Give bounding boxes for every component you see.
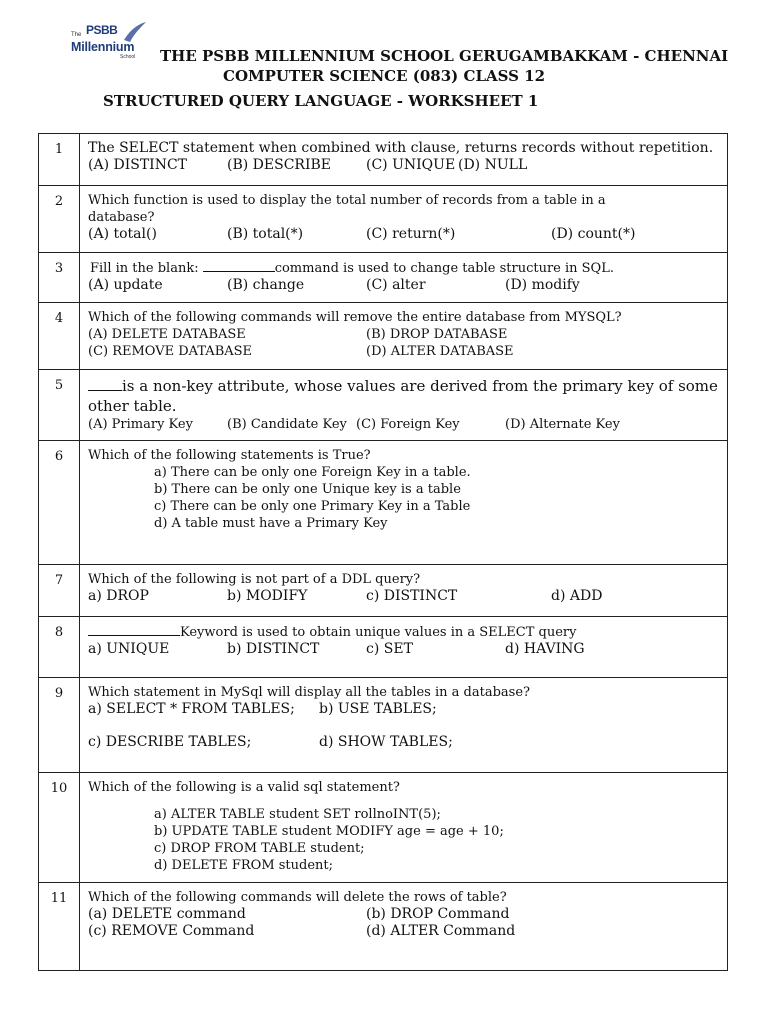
- logo-millennium-text: Millennium: [71, 40, 135, 54]
- question-text: command is used to change table structure in SQL.: [274, 261, 614, 276]
- option: (A) update: [88, 277, 163, 293]
- option: (c) REMOVE Command: [88, 923, 255, 939]
- question-row: [39, 303, 728, 370]
- question-row: [39, 186, 728, 253]
- option: (C) REMOVE DATABASE: [88, 344, 253, 359]
- option: c) DISTINCT: [366, 588, 458, 604]
- question-text-prefix: Fill in the blank:: [90, 261, 203, 276]
- option: (b) DROP Command: [366, 906, 510, 922]
- statement-option: d) A table must have a Primary Key: [154, 516, 388, 531]
- option: (A) Primary Key: [88, 417, 193, 432]
- option: b) DISTINCT: [227, 641, 320, 657]
- option: (a) DELETE command: [88, 906, 246, 922]
- question-number: 6: [39, 441, 80, 565]
- question-number: 1: [39, 134, 80, 186]
- question-number: 8: [39, 617, 80, 678]
- question-row: [39, 883, 728, 971]
- question-row: [39, 773, 728, 883]
- option: (A) DISTINCT: [88, 157, 187, 173]
- option: (C) return(*): [366, 226, 456, 242]
- fill-in-blank: [203, 259, 275, 272]
- worksheet-table: [38, 133, 728, 971]
- fill-in-blank: [88, 376, 122, 391]
- question-cell: [80, 370, 728, 441]
- worksheet-title: STRUCTURED QUERY LANGUAGE - WORKSHEET 1: [103, 92, 539, 110]
- option: (D) modify: [505, 277, 580, 293]
- question-row: [39, 617, 728, 678]
- option: (D) ALTER DATABASE: [366, 344, 514, 359]
- option: d) HAVING: [505, 641, 585, 657]
- question-number: 10: [39, 773, 80, 883]
- option: b) MODIFY: [227, 588, 308, 604]
- statement-option: a) There can be only one Foreign Key in a table.: [154, 465, 471, 480]
- option: c) SET: [366, 641, 413, 657]
- statement-option: d) DELETE FROM student;: [154, 858, 334, 873]
- option: (B) total(*): [227, 226, 304, 242]
- option: (B) DESCRIBE: [227, 157, 331, 173]
- subject-heading: COMPUTER SCIENCE (083) CLASS 12: [223, 67, 546, 85]
- question-row: [39, 134, 728, 186]
- option: (B) DROP DATABASE: [366, 327, 508, 342]
- option: a) SELECT * FROM TABLES;: [88, 701, 295, 717]
- option: (A) total(): [88, 226, 157, 242]
- question-number: 3: [39, 253, 80, 303]
- option: d) ADD: [551, 588, 603, 604]
- question-cell: [80, 303, 728, 370]
- option: a) UNIQUE: [88, 641, 170, 657]
- option: (C) Foreign Key: [356, 417, 460, 432]
- option: (d) ALTER Command: [366, 923, 516, 939]
- question-cell: [80, 441, 728, 565]
- question-text: The SELECT statement when combined with clause, returns records without repetition.: [88, 140, 714, 156]
- option: b) USE TABLES;: [319, 701, 437, 717]
- option: (D) count(*): [551, 226, 636, 242]
- option: (D) NULL: [458, 157, 528, 173]
- question-text: Which function is used to display the total number of records from a table in a database?: [88, 193, 606, 225]
- question-cell: [80, 678, 728, 773]
- question-number: 2: [39, 186, 80, 253]
- logo-the-text: The: [71, 32, 82, 38]
- question-text: Which of the following statements is True?: [88, 448, 371, 463]
- option: (C) UNIQUE: [366, 157, 456, 173]
- question-number: 5: [39, 370, 80, 441]
- option: a) DROP: [88, 588, 149, 604]
- option: (B) change: [227, 277, 305, 293]
- question-text: Which of the following commands will remove the entire database from MYSQL?: [88, 310, 622, 325]
- question-number: 4: [39, 303, 80, 370]
- option: (A) DELETE DATABASE: [88, 327, 246, 342]
- school-logo: [68, 20, 158, 66]
- question-text: Keyword is used to obtain unique values in a SELECT query: [180, 625, 577, 640]
- question-cell: [80, 134, 728, 186]
- question-cell: [80, 565, 728, 617]
- question-text: Which statement in MySql will display all the tables in a database?: [88, 685, 530, 700]
- statement-option: b) UPDATE TABLE student MODIFY age = age + 10;: [154, 824, 504, 839]
- question-cell: [80, 617, 728, 678]
- question-cell: [80, 253, 728, 303]
- question-number: 7: [39, 565, 80, 617]
- question-number: 11: [39, 883, 80, 971]
- statement-option: c) DROP FROM TABLE student;: [154, 841, 365, 856]
- fill-in-blank: [88, 623, 180, 636]
- statement-option: a) ALTER TABLE student SET rollnoINT(5);: [154, 807, 441, 822]
- statement-option: b) There can be only one Unique key is a table: [154, 482, 461, 497]
- question-cell: [80, 186, 728, 253]
- option: d) SHOW TABLES;: [319, 734, 453, 750]
- question-row: [39, 370, 728, 441]
- question-text: Which of the following is a valid sql statement?: [88, 780, 400, 795]
- question-text: Which of the following is not part of a DDL query?: [88, 572, 421, 587]
- option: (D) Alternate Key: [505, 417, 620, 432]
- question-cell: [80, 773, 728, 883]
- question-row: [39, 253, 728, 303]
- option: (B) Candidate Key: [227, 417, 347, 432]
- question-number: 9: [39, 678, 80, 773]
- question-cell: [80, 883, 728, 971]
- question-row: [39, 565, 728, 617]
- question-row: [39, 441, 728, 565]
- option: (C) alter: [366, 277, 426, 293]
- question-row: [39, 678, 728, 773]
- school-name-heading: THE PSBB MILLENNIUM SCHOOL GERUGAMBAKKAM - CHENNAI: [160, 47, 729, 65]
- logo-school-text: School: [120, 54, 136, 60]
- statement-option: c) There can be only one Primary Key in a Table: [154, 499, 471, 514]
- option: c) DESCRIBE TABLES;: [88, 734, 252, 750]
- question-text: is a non-key attribute, whose values are derived from the primary key of some other table.: [88, 377, 718, 415]
- logo-psbb-text: PSBB: [86, 23, 118, 37]
- question-text: Which of the following commands will delete the rows of table?: [88, 890, 507, 905]
